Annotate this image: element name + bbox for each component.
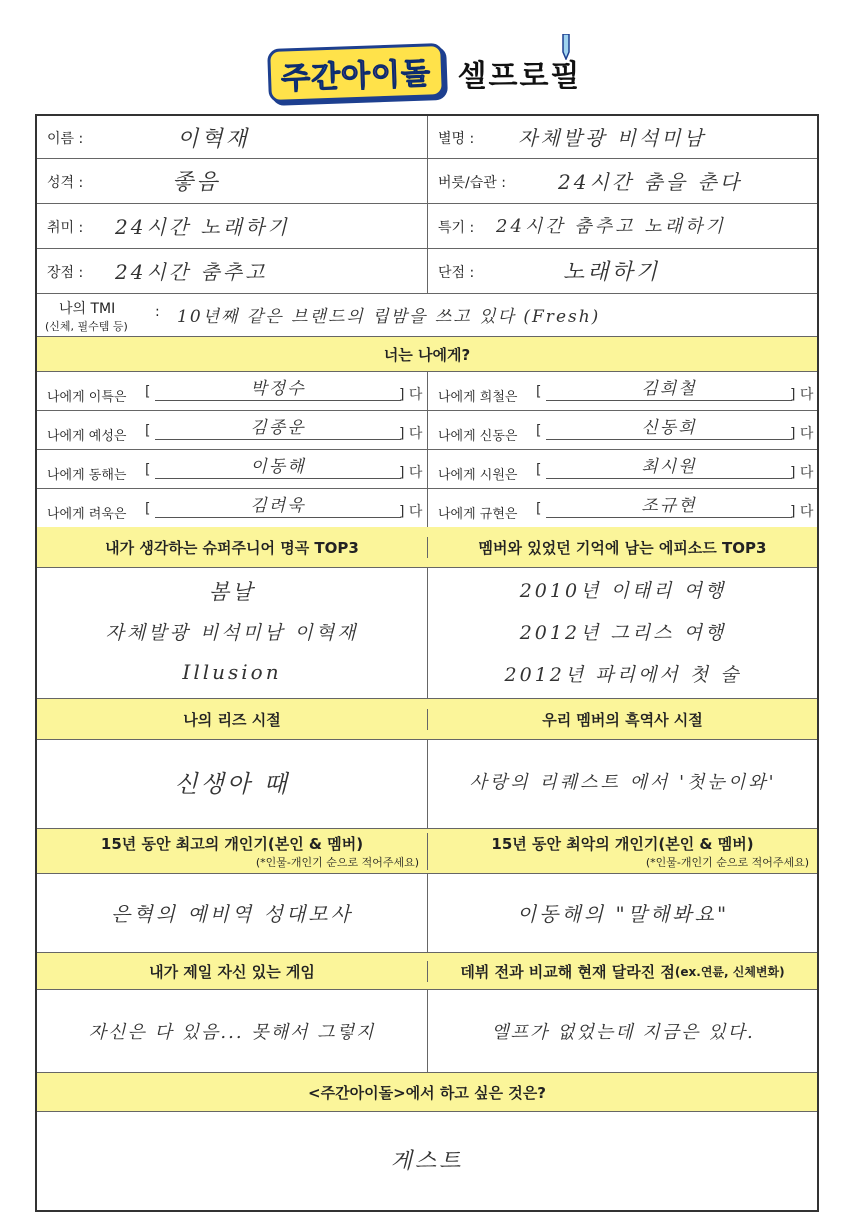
glory-header xyxy=(37,699,817,740)
worst-gag-value: 이동해의 "말해봐요" xyxy=(516,902,730,926)
episodes-title: 멤버와 있었던 기억에 남는 에피소드 TOP3 xyxy=(427,537,817,558)
answer-line xyxy=(155,517,401,518)
change-title: 데뷔 전과 비교해 현재 달라진 점 xyxy=(460,962,675,981)
nickname-label: 별명 : xyxy=(438,131,475,147)
change-value: 엘프가 없었는데 지금은 있다. xyxy=(491,1022,755,1043)
pencil-icon xyxy=(558,34,574,60)
best-gag-cell xyxy=(37,874,427,952)
hobby-value: 24시간 노래하기 xyxy=(115,215,290,239)
open-bracket: [ xyxy=(145,462,151,478)
member-answer: 최시원 xyxy=(641,457,697,477)
name-label: 이름 : xyxy=(47,131,84,147)
member-answer: 조규현 xyxy=(641,496,697,516)
member-cell xyxy=(427,372,817,410)
worst-gag-note: (*인물-개인기 순으로 적어주세요) xyxy=(645,855,809,869)
gags-header xyxy=(37,829,817,874)
logo-part-2: 아이 xyxy=(340,57,402,95)
row-personality xyxy=(37,159,817,204)
member-dark-value: 사랑의 리퀘스트 에서 '첫눈이와' xyxy=(469,772,777,793)
song-item: Illusion xyxy=(182,660,282,684)
open-bracket: [ xyxy=(145,501,151,517)
open-bracket: [ xyxy=(536,462,542,478)
page-title: 셀프로필 xyxy=(457,59,582,94)
glory-content xyxy=(37,740,817,829)
episodes-list xyxy=(427,568,817,698)
weakness-label: 단점 : xyxy=(438,265,475,281)
personality-label: 성격 : xyxy=(47,175,84,191)
row-strength xyxy=(37,249,817,294)
top3-header xyxy=(37,527,817,568)
close-bracket: ] 다 xyxy=(790,504,814,520)
wish-header xyxy=(37,1073,817,1112)
game-content xyxy=(37,990,817,1073)
answer-line xyxy=(155,478,401,479)
nickname-value: 자체발광 비석미남 xyxy=(518,126,706,150)
answer-line xyxy=(155,439,401,440)
member-cell xyxy=(37,372,427,410)
songs-title: 내가 생각하는 슈퍼주니어 명곡 TOP3 xyxy=(105,538,359,557)
row-name xyxy=(37,116,817,159)
top3-content xyxy=(37,568,817,699)
episode-item: 2012년 파리에서 첫 술 xyxy=(504,664,742,686)
game-header xyxy=(37,953,817,990)
tmi-colon: : xyxy=(155,304,160,320)
close-bracket: ] 다 xyxy=(399,504,423,520)
hobby-cell xyxy=(37,204,427,248)
close-bracket: ] 다 xyxy=(399,426,423,442)
tmi-sub-label: (신체, 필수템 등) xyxy=(45,320,128,333)
best-gag-note: (*인물-개인기 순으로 적어주세요) xyxy=(255,855,419,869)
worst-gag-title: 15년 동안 최악의 개인기(본인 & 멤버) xyxy=(491,834,754,853)
weakness-cell xyxy=(427,249,817,293)
member-cell xyxy=(427,450,817,488)
member-answer: 이동해 xyxy=(250,457,306,477)
strength-label: 장점 : xyxy=(47,265,84,281)
worst-gag-header xyxy=(427,833,817,870)
member-label: 나에게 예성은 xyxy=(47,429,127,444)
answer-line xyxy=(546,439,792,440)
open-bracket: [ xyxy=(536,423,542,439)
game-value: 자신은 다 있음... 못해서 그렇지 xyxy=(88,1022,376,1043)
member-cell xyxy=(37,489,427,527)
member-cell xyxy=(427,411,817,449)
change-cell xyxy=(427,990,817,1072)
talent-label: 특기 : xyxy=(438,220,475,236)
member-row xyxy=(37,450,817,489)
name-value: 이혁재 xyxy=(177,127,250,152)
habit-label: 버릇/습관 : xyxy=(438,175,506,191)
strength-value: 24시간 춤추고 xyxy=(115,260,268,284)
answer-line xyxy=(546,400,792,401)
personality-cell xyxy=(37,159,427,203)
member-dark-cell xyxy=(427,740,817,828)
member-answer: 김종운 xyxy=(250,418,306,438)
member-cell xyxy=(427,489,817,527)
member-label: 나에게 규현은 xyxy=(438,507,518,522)
hobby-label: 취미 : xyxy=(47,220,84,236)
best-gag-header xyxy=(37,833,427,870)
game-title: 내가 제일 자신 있는 게임 xyxy=(149,962,315,981)
nickname-cell xyxy=(427,116,817,158)
talent-cell xyxy=(427,204,817,248)
members-header xyxy=(37,337,817,372)
logo-part-3: 돌 xyxy=(399,56,432,93)
open-bracket: [ xyxy=(145,423,151,439)
member-answer: 신동희 xyxy=(641,418,697,438)
worst-gag-cell xyxy=(427,874,817,952)
tmi-label: 나의 TMI xyxy=(59,301,116,317)
song-item: 봄날 xyxy=(208,580,256,604)
member-label: 나에게 려욱은 xyxy=(47,507,127,522)
gags-content xyxy=(37,874,817,953)
member-label: 나에게 이특은 xyxy=(47,390,127,405)
close-bracket: ] 다 xyxy=(399,465,423,481)
member-label: 나에게 신동은 xyxy=(438,429,518,444)
answer-line xyxy=(155,400,401,401)
wish-content xyxy=(37,1112,817,1210)
member-answer: 김희철 xyxy=(641,379,697,399)
weakness-value: 노래하기 xyxy=(563,260,661,285)
member-label: 나에게 동해는 xyxy=(47,468,127,483)
answer-line xyxy=(546,517,792,518)
member-label: 나에게 희철은 xyxy=(438,390,518,405)
best-gag-value: 은혁의 예비역 성대모사 xyxy=(111,902,353,926)
page-header xyxy=(0,38,849,108)
name-cell xyxy=(37,116,427,158)
close-bracket: ] 다 xyxy=(790,465,814,481)
answer-line xyxy=(546,478,792,479)
open-bracket: [ xyxy=(145,384,151,400)
tmi-value: 10년째 같은 브랜드의 립밤을 쓰고 있다 (Fresh) xyxy=(177,307,601,327)
member-row xyxy=(37,372,817,411)
wish-cell xyxy=(37,1112,817,1210)
close-bracket: ] 다 xyxy=(790,426,814,442)
talent-value: 24시간 춤추고 노래하기 xyxy=(496,216,726,237)
change-header xyxy=(427,961,817,982)
game-cell xyxy=(37,990,427,1072)
habit-value: 24시간 춤을 춘다 xyxy=(558,170,743,194)
logo-part-1: 주간 xyxy=(280,59,342,97)
member-cell xyxy=(37,450,427,488)
member-answer: 박정수 xyxy=(250,379,306,399)
open-bracket: [ xyxy=(536,501,542,517)
row-tmi xyxy=(37,294,817,337)
profile-sheet xyxy=(35,114,819,1212)
close-bracket: ] 다 xyxy=(399,387,423,403)
my-glory-value: 신생아 때 xyxy=(174,770,290,798)
episode-item: 2010년 이태리 여행 xyxy=(519,580,727,602)
member-dark-title: 우리 멤버의 흑역사 시절 xyxy=(427,709,817,730)
weekly-idol-logo xyxy=(267,43,445,103)
change-note: (ex.연륜, 신체변화) xyxy=(674,964,785,979)
personality-value: 좋음 xyxy=(172,170,221,195)
close-bracket: ] 다 xyxy=(790,387,814,403)
wish-value: 게스트 xyxy=(390,1149,464,1174)
member-row xyxy=(37,489,817,527)
open-bracket: [ xyxy=(536,384,542,400)
member-row xyxy=(37,411,817,450)
tmi-cell xyxy=(37,294,817,336)
habit-cell xyxy=(427,159,817,203)
my-glory-cell xyxy=(37,740,427,828)
members-title: 너는 나에게? xyxy=(383,345,471,364)
strength-cell xyxy=(37,249,427,293)
member-answer: 김려욱 xyxy=(250,496,306,516)
row-hobby xyxy=(37,204,817,249)
member-label: 나에게 시원은 xyxy=(438,468,518,483)
best-gag-title: 15년 동안 최고의 개인기(본인 & 멤버) xyxy=(100,834,364,853)
episode-item: 2012년 그리스 여행 xyxy=(519,622,727,644)
member-rows xyxy=(37,372,817,527)
wish-title: <주간아이돌>에서 하고 싶은 것은? xyxy=(308,1083,546,1102)
song-item: 자체발광 비석미남 이혁재 xyxy=(105,622,359,644)
member-cell xyxy=(37,411,427,449)
songs-list xyxy=(37,568,427,698)
my-glory-title: 나의 리즈 시절 xyxy=(183,710,281,729)
